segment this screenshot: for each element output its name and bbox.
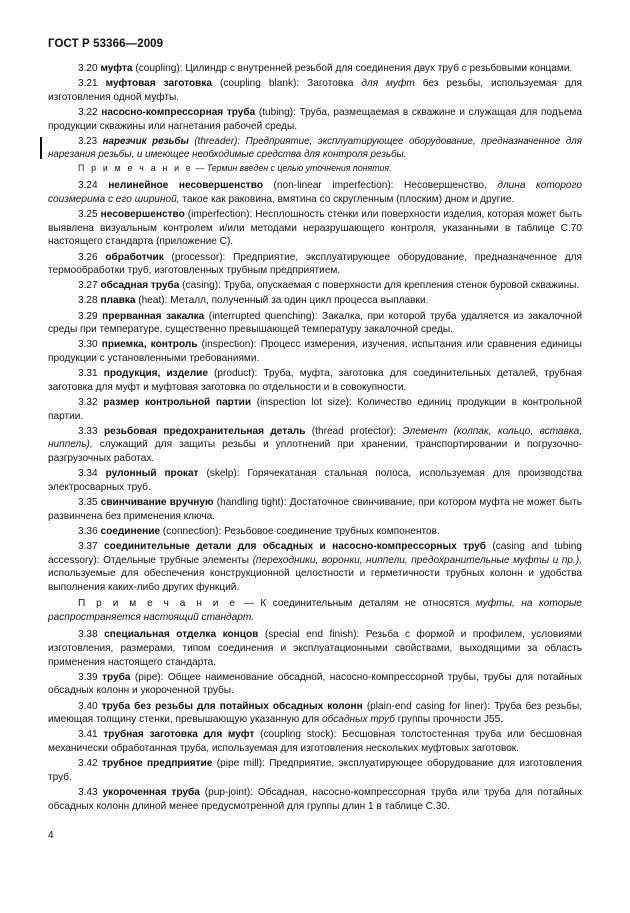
page-number: 4: [48, 830, 54, 841]
entry-definition: Процесс измерения, изучения, испытания или сравнения единицы продукции с установленными требованиями.: [48, 339, 582, 365]
entry-3-25: [48, 208, 582, 249]
entry-3-38: [48, 628, 582, 669]
entry-english: (handling tight):: [216, 496, 287, 508]
entry-definition: такое как раковина, вмятина со скругленным (плоским) дном и другие.: [182, 193, 515, 205]
document-page: [48, 38, 582, 815]
entry-term: муфтовая заготовка: [105, 78, 212, 90]
entry-number: 3.39: [78, 671, 98, 683]
entry-english: (pipe):: [134, 671, 164, 683]
entry-definition: Несплошность стенки или поверхности изделия, которая может быть выявлена визуальным контролем и/или методами неразрушающего контроля, указанными в таблице С.70 настоящего стандарта (приложение С).: [48, 209, 583, 248]
entry-term: соединение: [100, 525, 161, 537]
entry-term: резьбовая предохранительная деталь: [104, 425, 306, 437]
entry-english: (casing):: [182, 280, 221, 292]
entry-definition: Цилиндр с внутренней резьбой для соединения двух труб с резьбовыми концами.: [185, 63, 573, 74]
entry-definition: используемые для обеспечения конструкционной целостности и герметичности трубных колонн и удобства выполнения каких-либо других функций.: [48, 568, 582, 593]
entry-3-36: [48, 525, 582, 539]
entry-number: 3.29: [78, 310, 98, 322]
entry-english: (inspection lot size):: [256, 397, 352, 408]
entry-definition-italic: длина которого соизмерима с его шириной,: [48, 180, 582, 205]
entry-definition: Резьба с формой и профилем, условиями изготовления, размерами, типом соединения и эксплуатационными свойствами, выходящими за область применения настоящего стандарта.: [48, 629, 582, 668]
entry-number: 3.41: [78, 729, 98, 741]
entry-term: продукция, изделие: [103, 368, 208, 380]
entry-english: (coupling blank):: [219, 78, 300, 90]
entry-3-22: [48, 106, 582, 133]
entry-3-41: [48, 728, 582, 755]
entry-term: рулонный прокат: [105, 468, 199, 480]
entry-term: плавка: [100, 295, 136, 307]
entry-term: специальная отделка концов: [104, 629, 259, 641]
entry-number: 3.33: [78, 425, 98, 437]
note-text: — Термин введен с целью уточнения понятия.: [195, 163, 392, 174]
entry-3-30: [48, 338, 582, 365]
entry-english: (heat):: [138, 295, 168, 307]
entry-definition: Обсадная, насосно-компрессорная труба или труба для потайных обсадных колонн длиной менее предусмотренной для группы длин 1 в таблице С.30.: [48, 786, 583, 812]
entry-definition: Труба, размещаемая в скважине и служащая для подъема продукции скважины или нагнетания рабочей среды.: [48, 106, 582, 132]
entry-3-34: [48, 467, 582, 494]
entry-definition: без резьбы, используемая для изготовления одной муфты.: [48, 78, 583, 103]
entry-number: 3.23: [78, 135, 98, 147]
entry-english: (plain-end casing for liner):: [366, 700, 491, 712]
entry-english: (thread protector):: [311, 425, 397, 437]
entry-number: 3.36: [78, 525, 98, 537]
entry-english: (product):: [214, 368, 258, 380]
entry-definition: Горячекатаная стальная полоса, используемая для производства электросварных труб.: [48, 468, 583, 493]
entry-number: 3.24: [78, 180, 98, 192]
entry-number: 3.38: [78, 629, 98, 641]
entry-term: нелинейное несовершенство: [108, 180, 263, 192]
entry-number: 3.43: [78, 786, 98, 798]
entry-english: (casing and tubing accessory):: [48, 540, 582, 566]
entry-term: несовершенство: [100, 209, 185, 221]
entry-number: 3.35: [78, 496, 98, 508]
entry-definition-italic: обсадных труб: [322, 714, 395, 726]
entry-3-23: [48, 135, 582, 161]
entry-number: 3.34: [78, 468, 98, 480]
entry-3-39: [48, 671, 582, 698]
entry-definition: служащий для защиты резьбы и уплотнений при хранении, транспортировании и погрузочно-разгрузочных работах.: [48, 439, 582, 464]
entry-number: 3.25: [78, 209, 98, 221]
note-label: П р и м е ч а н и е: [78, 598, 238, 610]
entry-3-32: [48, 396, 582, 423]
entry-number: 3.32: [78, 397, 98, 408]
entry-term: размер контрольной партии: [103, 397, 252, 408]
entry-definition: Закалка, при которой труба удаляется из закалочной среды при температуре, существенно превышающей температуру закалочной среды.: [48, 310, 583, 336]
entry-english: (coupling stock):: [260, 729, 337, 741]
entry-number: 3.31: [78, 368, 98, 380]
entry-term: свинчивание вручную: [100, 496, 214, 508]
entry-3-26: [48, 251, 582, 278]
entry-3-24: [48, 179, 582, 206]
entry-3-42: [48, 757, 582, 784]
entry-3-21: [48, 77, 582, 104]
entry-definition: Предприятие, эксплуатирующее оборудование, предназначенное для термообработки труб, изготовленных трубным предприятием.: [48, 251, 582, 277]
note-text-italic: муфты, на которые распространяется настоящий стандарт.: [48, 598, 582, 623]
entry-definition: Труба, опускаемая с поверхности для крепления стенок буровой скважины.: [223, 280, 580, 292]
entry-definition: Заготовка: [307, 78, 354, 90]
entry-english: (connection):: [162, 525, 222, 537]
entry-3-31: [48, 367, 582, 394]
note-3-23: [48, 162, 582, 174]
entry-english: (pipe mill):: [216, 758, 265, 770]
entry-number: 3.22: [78, 106, 98, 118]
entry-definition: Несовершенство,: [404, 180, 487, 192]
entry-number: 3.40: [78, 700, 98, 712]
entry-term: приемка, контроль: [101, 339, 198, 351]
entry-definition: Общее наименование обсадной, насосно-компрессорной трубы, трубы для потайных обсадных колонн и укороченной трубы.: [48, 671, 582, 697]
entry-number: 3.26: [78, 251, 98, 263]
entry-term: труба без резьбы для потайных обсадных колонн: [101, 700, 363, 712]
entry-3-40: [48, 700, 582, 727]
entry-definition: Труба, муфта, заготовка для соединительных деталей, трубная заготовка для муфт и муфтовая заготовка по отдельности и в совокупности.: [48, 368, 582, 393]
entry-definition: Бесшовная толстостенная труба или бесшовная механически обработанная труба, используемая для изготовления нескольких муфтовых заготовок.: [48, 729, 582, 754]
entry-term: трубная заготовка для муфт: [103, 729, 255, 741]
entry-3-43: [48, 786, 582, 813]
entry-definition: Предприятие, эксплуатирующее оборудование для изготовления труб.: [48, 758, 582, 783]
entry-number: 3.20: [78, 63, 98, 74]
entry-term: трубное предприятие: [102, 758, 213, 770]
entry-english: (threader):: [194, 135, 241, 147]
entry-number: 3.21: [78, 78, 98, 90]
entry-term: труба: [102, 671, 131, 683]
entry-english: (processor):: [171, 251, 226, 263]
entry-definition-italic: (переходники, воронки, ниппели, предохранительные муфты и пр.),: [252, 554, 583, 566]
changed-block-3-23: [46, 135, 582, 161]
entry-english: (coupling):: [135, 63, 183, 74]
entry-definition: Предприятие, эксплуатирующее оборудование, предназначенное для нарезания резьбы, и имеющее необходимые средства для контроля резьбы.: [48, 135, 582, 160]
entry-3-28: [48, 294, 582, 308]
change-bar: [40, 137, 42, 159]
entry-definition: Труба без резьбы, имеющая толщину стенки, превышающую указанную для: [48, 700, 583, 726]
note-label: П р и м е ч а н и е: [78, 163, 194, 174]
note-text: — К соединительным деталям не относятся: [243, 598, 470, 610]
entry-3-27: [48, 279, 582, 293]
entry-definition: Отдельные трубные элементы: [103, 554, 250, 566]
entry-term: муфта: [100, 63, 133, 74]
entry-definition: Достаточное свинчивание, при котором муфта не может быть развинчена без применения ключа.: [48, 496, 582, 522]
entry-number: 3.28: [78, 295, 98, 307]
entry-definition: Металл, полученный за один цикл процесса выплавки.: [170, 295, 429, 307]
page-header: ГОСТ Р 53366—2009: [48, 38, 164, 50]
entry-term: обработчик: [105, 251, 164, 263]
entry-english: (pup-joint):: [204, 786, 253, 798]
entry-term: обсадная труба: [100, 280, 180, 292]
entry-definition-italic: Элемент (колпак, кольцо, вставка, ниппель),: [48, 425, 582, 451]
entry-definition: группы прочности J55.: [397, 714, 504, 726]
entry-3-35: [48, 496, 582, 523]
entry-term: соединительные детали для обсадных и насосно-компрессорных труб: [104, 540, 486, 552]
entry-3-33: [48, 425, 582, 466]
entry-english: (inspection):: [201, 339, 257, 351]
entry-english: (imperfection):: [187, 209, 253, 221]
entry-english: (non-linear imperfection):: [273, 180, 394, 192]
entry-definition: Резьбовое соединение трубных компонентов.: [224, 525, 440, 537]
entry-english: (special end finish):: [264, 629, 360, 641]
entry-english: (tubing):: [258, 106, 296, 118]
entry-definition-italic: для муфт: [361, 78, 415, 90]
entry-english: (skelp):: [206, 468, 240, 480]
entry-term: укороченная труба: [102, 786, 200, 798]
entry-3-20: [48, 62, 582, 76]
entry-term: прерванная закалка: [102, 310, 205, 322]
entry-3-37: [48, 540, 582, 594]
entry-definition: Количество единиц продукции в контрольной партии.: [48, 397, 582, 422]
entry-english: (interrupted quenching):: [208, 310, 318, 322]
entry-number: 3.30: [78, 339, 98, 351]
note-3-37: [48, 597, 582, 624]
entry-term: нарезчик резьбы: [102, 135, 189, 147]
entry-number: 3.42: [78, 758, 98, 770]
entry-number: 3.27: [78, 280, 98, 292]
entry-term: насосно-компрессорная труба: [101, 106, 256, 118]
entry-number: 3.37: [78, 540, 98, 552]
entry-3-29: [48, 310, 582, 337]
